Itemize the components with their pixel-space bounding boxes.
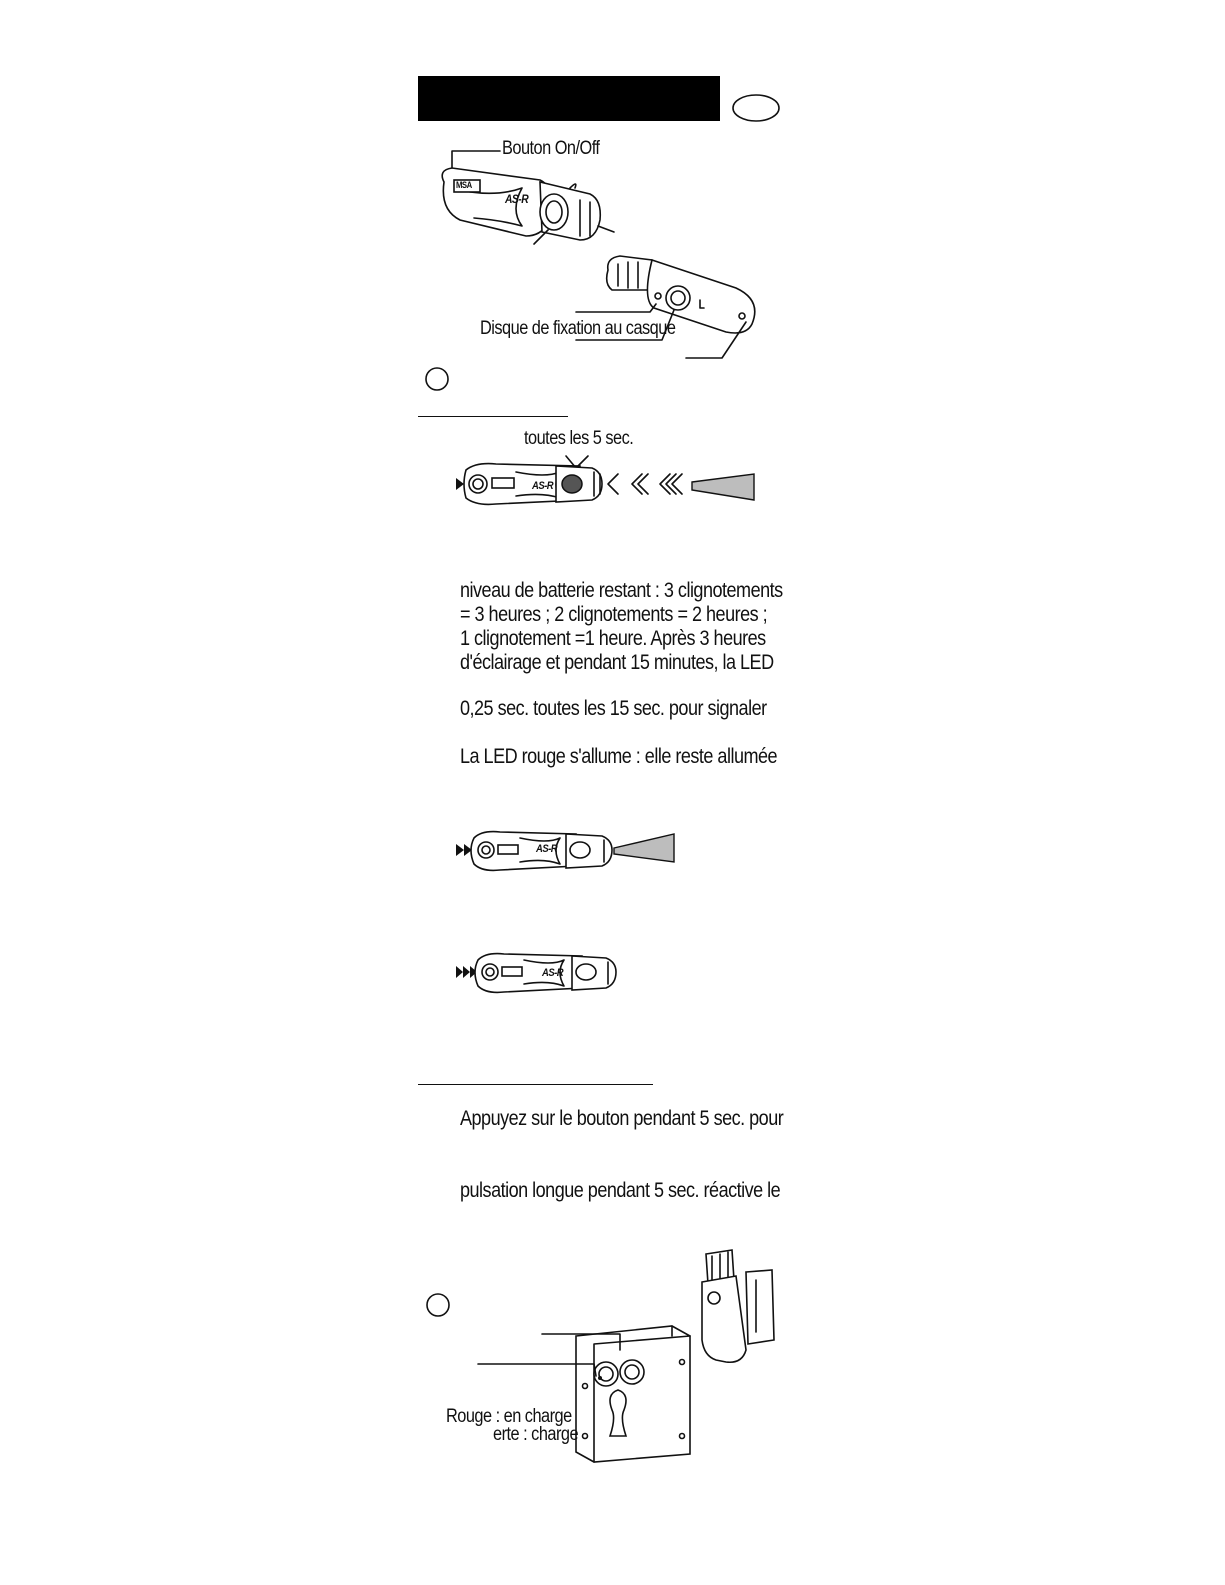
model-asr-flash: AS-R <box>532 480 554 492</box>
flashlight-off-illustration <box>456 950 626 1000</box>
header-bar <box>418 76 720 121</box>
flashlight-beam-illustration <box>456 826 686 876</box>
body-line: 0,25 sec. toutes les 15 sec. pour signaler <box>460 697 767 720</box>
body-line: Appuyez sur le bouton pendant 5 sec. pour <box>460 1107 784 1130</box>
label-red-charging: Rouge : en charge <box>446 1406 572 1427</box>
figure-marker-circle-2 <box>425 1292 451 1318</box>
model-asr-beam: AS-R <box>536 843 558 855</box>
section-rule-2 <box>418 1084 653 1085</box>
brand-msa-top: MSA <box>456 180 472 190</box>
language-badge-oval <box>730 92 782 124</box>
body-line: 1 clignotement =1 heure. Après 3 heures <box>460 627 766 650</box>
figure-marker-circle-1 <box>424 366 450 392</box>
body-line: d'éclairage et pendant 15 minutes, la LED <box>460 651 774 674</box>
model-asr-top: AS-R <box>505 192 529 206</box>
model-asr-off: AS-R <box>542 967 564 979</box>
body-line: pulsation longue pendant 5 sec. réactive le <box>460 1179 781 1202</box>
flashlight-top-illustration <box>430 140 630 260</box>
flashlight-bottom-illustration <box>596 250 786 365</box>
body-line: niveau de batterie restant : 3 clignotements <box>460 579 783 602</box>
label-helmet-disc: Disque de fixation au casque <box>480 318 676 339</box>
label-every-5-sec: toutes les 5 sec. <box>524 428 634 449</box>
flashlight-flashing-illustration <box>456 450 756 510</box>
body-line: = 3 heures ; 2 clignotements = 2 heures ; <box>460 603 768 626</box>
body-line: La LED rouge s'allume : elle reste allumée <box>460 745 778 768</box>
label-on-off-button: Bouton On/Off <box>502 138 600 159</box>
section-rule-1 <box>418 416 568 417</box>
label-green-charged: erte : charge <box>493 1424 579 1445</box>
